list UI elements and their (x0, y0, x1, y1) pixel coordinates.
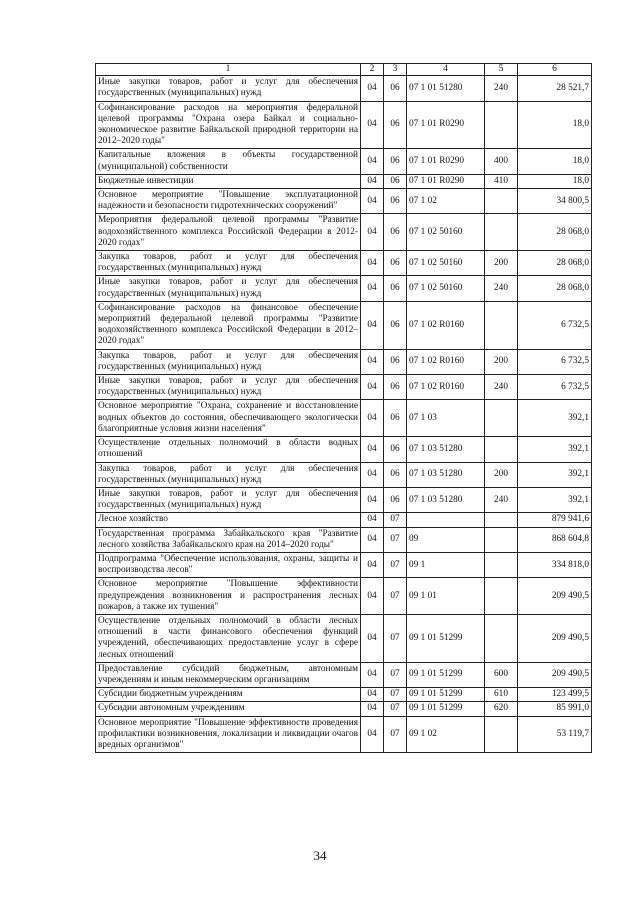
table-row (96, 527, 592, 552)
section-code-cell: 04 (361, 174, 384, 188)
table-row (96, 174, 592, 188)
expense-type-cell: 200 (485, 251, 518, 276)
row-name-cell: Иные закупки товаров, работ и услуг для обеспечения государственных (муниципальных) нужд (96, 487, 361, 512)
amount-cell: 34 800,5 (518, 189, 592, 214)
subsection-code-cell: 06 (384, 487, 407, 512)
target-article-cell: 09 1 02 (407, 716, 485, 753)
target-article-cell: 09 1 01 51299 (407, 662, 485, 687)
table-row (96, 301, 592, 349)
table-row (96, 214, 592, 251)
target-article-cell: 09 1 (407, 552, 485, 577)
amount-cell: 18,0 (518, 174, 592, 188)
expense-type-cell: 410 (485, 174, 518, 188)
row-name-cell: Лесное хозяйство (96, 513, 361, 527)
amount-cell: 18,0 (518, 101, 592, 149)
target-article-cell: 09 1 01 51299 (407, 614, 485, 662)
table-row (96, 276, 592, 301)
section-code-cell: 04 (361, 214, 384, 251)
target-article-cell: 07 1 02 R0160 (407, 301, 485, 349)
target-article-cell: 07 1 03 51280 (407, 437, 485, 462)
expense-type-cell (485, 214, 518, 251)
row-name-cell: Государственная программа Забайкальского края "Развитие лесного хозяйства Забайкальского края на 2014–2020 годы" (96, 527, 361, 552)
column-header: 1 (96, 64, 361, 76)
target-article-cell: 07 1 03 51280 (407, 462, 485, 487)
section-code-cell: 04 (361, 301, 384, 349)
row-name-cell: Подпрограмма "Обеспечение использования, охраны, защиты и воспроизводства лесов" (96, 552, 361, 577)
amount-cell: 53 119,7 (518, 716, 592, 753)
row-name-cell: Софинансирование расходов на мероприятия федеральной целевой программы "Охрана озера Байкал и социально-экономическое развитие Байкальской природной территории на 2012–2020 годы" (96, 101, 361, 149)
expense-type-cell (485, 437, 518, 462)
row-name-cell: Предоставление субсидий бюджетным, автономным учреждениям и иным некоммерческим организациям (96, 662, 361, 687)
expense-type-cell: 240 (485, 276, 518, 301)
table-row (96, 662, 592, 687)
column-header: 6 (518, 64, 592, 76)
table-row (96, 688, 592, 702)
target-article-cell: 07 1 02 50160 (407, 214, 485, 251)
table-row (96, 716, 592, 753)
subsection-code-cell: 06 (384, 276, 407, 301)
budget-table (95, 63, 592, 753)
amount-cell: 6 732,5 (518, 301, 592, 349)
expense-type-cell (485, 578, 518, 615)
subsection-code-cell: 06 (384, 400, 407, 437)
expense-type-cell (485, 614, 518, 662)
expense-type-cell: 240 (485, 76, 518, 101)
subsection-code-cell: 06 (384, 462, 407, 487)
section-code-cell: 04 (361, 513, 384, 527)
target-article-cell (407, 513, 485, 527)
section-code-cell: 04 (361, 101, 384, 149)
table-row (96, 578, 592, 615)
subsection-code-cell: 06 (384, 301, 407, 349)
table-header-row (96, 64, 592, 76)
subsection-code-cell: 07 (384, 702, 407, 716)
row-name-cell: Осуществление отдельных полномочий в области лесных отношений в части финансового обеспечения функций учреждений, обеспечивающих предоставление услуг в сфере лесных отношений (96, 614, 361, 662)
expense-type-cell: 240 (485, 375, 518, 400)
amount-cell: 85 991,0 (518, 702, 592, 716)
expense-type-cell: 610 (485, 688, 518, 702)
subsection-code-cell: 07 (384, 578, 407, 615)
target-article-cell: 07 1 02 50160 (407, 276, 485, 301)
expense-type-cell: 200 (485, 349, 518, 374)
amount-cell: 209 490,5 (518, 578, 592, 615)
table-row (96, 400, 592, 437)
table-row (96, 189, 592, 214)
table-row (96, 614, 592, 662)
column-header: 4 (407, 64, 485, 76)
section-code-cell: 04 (361, 349, 384, 374)
subsection-code-cell: 07 (384, 688, 407, 702)
section-code-cell: 04 (361, 527, 384, 552)
section-code-cell: 04 (361, 614, 384, 662)
table-row (96, 437, 592, 462)
row-name-cell: Закупка товаров, работ и услуг для обеспечения государственных (муниципальных) нужд (96, 251, 361, 276)
target-article-cell: 07 1 03 (407, 400, 485, 437)
subsection-code-cell: 07 (384, 552, 407, 577)
subsection-code-cell: 06 (384, 375, 407, 400)
section-code-cell: 04 (361, 552, 384, 577)
table-row (96, 76, 592, 101)
subsection-code-cell: 06 (384, 76, 407, 101)
subsection-code-cell: 06 (384, 101, 407, 149)
row-name-cell: Иные закупки товаров, работ и услуг для обеспечения государственных (муниципальных) нужд (96, 375, 361, 400)
amount-cell: 209 490,5 (518, 662, 592, 687)
row-name-cell: Основное мероприятие "Охрана, сохранение и восстановление водных объектов до состояния, обеспечивающего экологически благоприятные условия жизни населения" (96, 400, 361, 437)
expense-type-cell: 620 (485, 702, 518, 716)
subsection-code-cell: 06 (384, 174, 407, 188)
section-code-cell: 04 (361, 688, 384, 702)
amount-cell: 334 818,0 (518, 552, 592, 577)
row-name-cell: Бюджетные инвестиции (96, 174, 361, 188)
subsection-code-cell: 07 (384, 527, 407, 552)
target-article-cell: 07 1 01 51280 (407, 76, 485, 101)
row-name-cell: Основное мероприятие "Повышение эксплуатационной надежности и безопасности гидротехнических сооружений" (96, 189, 361, 214)
section-code-cell: 04 (361, 276, 384, 301)
row-name-cell: Закупка товаров, работ и услуг для обеспечения государственных (муниципальных) нужд (96, 349, 361, 374)
expense-type-cell (485, 716, 518, 753)
table-row (96, 149, 592, 174)
subsection-code-cell: 07 (384, 716, 407, 753)
target-article-cell: 07 1 02 50160 (407, 251, 485, 276)
target-article-cell: 09 (407, 527, 485, 552)
row-name-cell: Иные закупки товаров, работ и услуг для обеспечения государственных (муниципальных) нужд (96, 76, 361, 101)
expense-type-cell (485, 301, 518, 349)
amount-cell: 28 068,0 (518, 251, 592, 276)
amount-cell: 6 732,5 (518, 375, 592, 400)
subsection-code-cell: 07 (384, 513, 407, 527)
section-code-cell: 04 (361, 462, 384, 487)
table-row (96, 349, 592, 374)
subsection-code-cell: 06 (384, 349, 407, 374)
table-row (96, 702, 592, 716)
target-article-cell: 07 1 02 (407, 189, 485, 214)
expense-type-cell (485, 513, 518, 527)
expense-type-cell: 400 (485, 149, 518, 174)
amount-cell: 392,1 (518, 487, 592, 512)
subsection-code-cell: 06 (384, 214, 407, 251)
column-header: 5 (485, 64, 518, 76)
amount-cell: 28 068,0 (518, 276, 592, 301)
target-article-cell: 09 1 01 51299 (407, 702, 485, 716)
target-article-cell: 07 1 01 R0290 (407, 174, 485, 188)
expense-type-cell (485, 552, 518, 577)
section-code-cell: 04 (361, 437, 384, 462)
subsection-code-cell: 07 (384, 662, 407, 687)
column-header: 3 (384, 64, 407, 76)
expense-type-cell (485, 527, 518, 552)
expense-type-cell: 200 (485, 462, 518, 487)
subsection-code-cell: 06 (384, 437, 407, 462)
target-article-cell: 07 1 03 51280 (407, 487, 485, 512)
table-row (96, 487, 592, 512)
target-article-cell: 09 1 01 51299 (407, 688, 485, 702)
amount-cell: 123 499,5 (518, 688, 592, 702)
subsection-code-cell: 06 (384, 189, 407, 214)
table-row (96, 552, 592, 577)
table-row (96, 513, 592, 527)
target-article-cell: 07 1 02 R0160 (407, 375, 485, 400)
target-article-cell: 07 1 01 R0290 (407, 149, 485, 174)
row-name-cell: Осуществление отдельных полномочий в области водных отношений (96, 437, 361, 462)
expense-type-cell (485, 400, 518, 437)
row-name-cell: Основное мероприятие "Повышение эффективности проведения профилактики возникновения, локализации и ликвидации очагов вредных организмов" (96, 716, 361, 753)
section-code-cell: 04 (361, 251, 384, 276)
amount-cell: 6 732,5 (518, 349, 592, 374)
amount-cell: 392,1 (518, 462, 592, 487)
section-code-cell: 04 (361, 149, 384, 174)
row-name-cell: Капитальные вложения в объекты государственной (муниципальной) собственности (96, 149, 361, 174)
amount-cell: 18,0 (518, 149, 592, 174)
section-code-cell: 04 (361, 662, 384, 687)
table-row (96, 462, 592, 487)
row-name-cell: Иные закупки товаров, работ и услуг для обеспечения государственных (муниципальных) нужд (96, 276, 361, 301)
amount-cell: 28 521,7 (518, 76, 592, 101)
amount-cell: 879 941,6 (518, 513, 592, 527)
subsection-code-cell: 07 (384, 614, 407, 662)
row-name-cell: Субсидии автономным учреждениям (96, 702, 361, 716)
table-row (96, 251, 592, 276)
section-code-cell: 04 (361, 189, 384, 214)
amount-cell: 209 490,5 (518, 614, 592, 662)
section-code-cell: 04 (361, 578, 384, 615)
subsection-code-cell: 06 (384, 251, 407, 276)
row-name-cell: Софинансирование расходов на финансовое обеспечение мероприятий федеральной целевой программы "Развитие водохозяйственного комплекса Российской Федерации в 2012–2020 годах" (96, 301, 361, 349)
expense-type-cell: 240 (485, 487, 518, 512)
section-code-cell: 04 (361, 716, 384, 753)
section-code-cell: 04 (361, 487, 384, 512)
amount-cell: 28 068,0 (518, 214, 592, 251)
section-code-cell: 04 (361, 400, 384, 437)
expense-type-cell (485, 101, 518, 149)
row-name-cell: Субсидии бюджетным учреждениям (96, 688, 361, 702)
table-row (96, 375, 592, 400)
expense-type-cell (485, 189, 518, 214)
target-article-cell: 09 1 01 (407, 578, 485, 615)
row-name-cell: Закупка товаров, работ и услуг для обеспечения государственных (муниципальных) нужд (96, 462, 361, 487)
amount-cell: 392,1 (518, 400, 592, 437)
section-code-cell: 04 (361, 375, 384, 400)
section-code-cell: 04 (361, 702, 384, 716)
table-row (96, 101, 592, 149)
section-code-cell: 04 (361, 76, 384, 101)
column-header: 2 (361, 64, 384, 76)
subsection-code-cell: 06 (384, 149, 407, 174)
row-name-cell: Мероприятия федеральной целевой программы "Развитие водохозяйственного комплекса Российской Федерации в 2012-2020 годах" (96, 214, 361, 251)
row-name-cell: Основное мероприятие "Повышение эффективности предупреждения возникновения и распространения лесных пожаров, а также их тушения" (96, 578, 361, 615)
target-article-cell: 07 1 01 R0290 (407, 101, 485, 149)
amount-cell: 392,1 (518, 437, 592, 462)
expense-type-cell: 600 (485, 662, 518, 687)
amount-cell: 868 604,8 (518, 527, 592, 552)
page-number: 34 (313, 848, 327, 863)
target-article-cell: 07 1 02 R0160 (407, 349, 485, 374)
